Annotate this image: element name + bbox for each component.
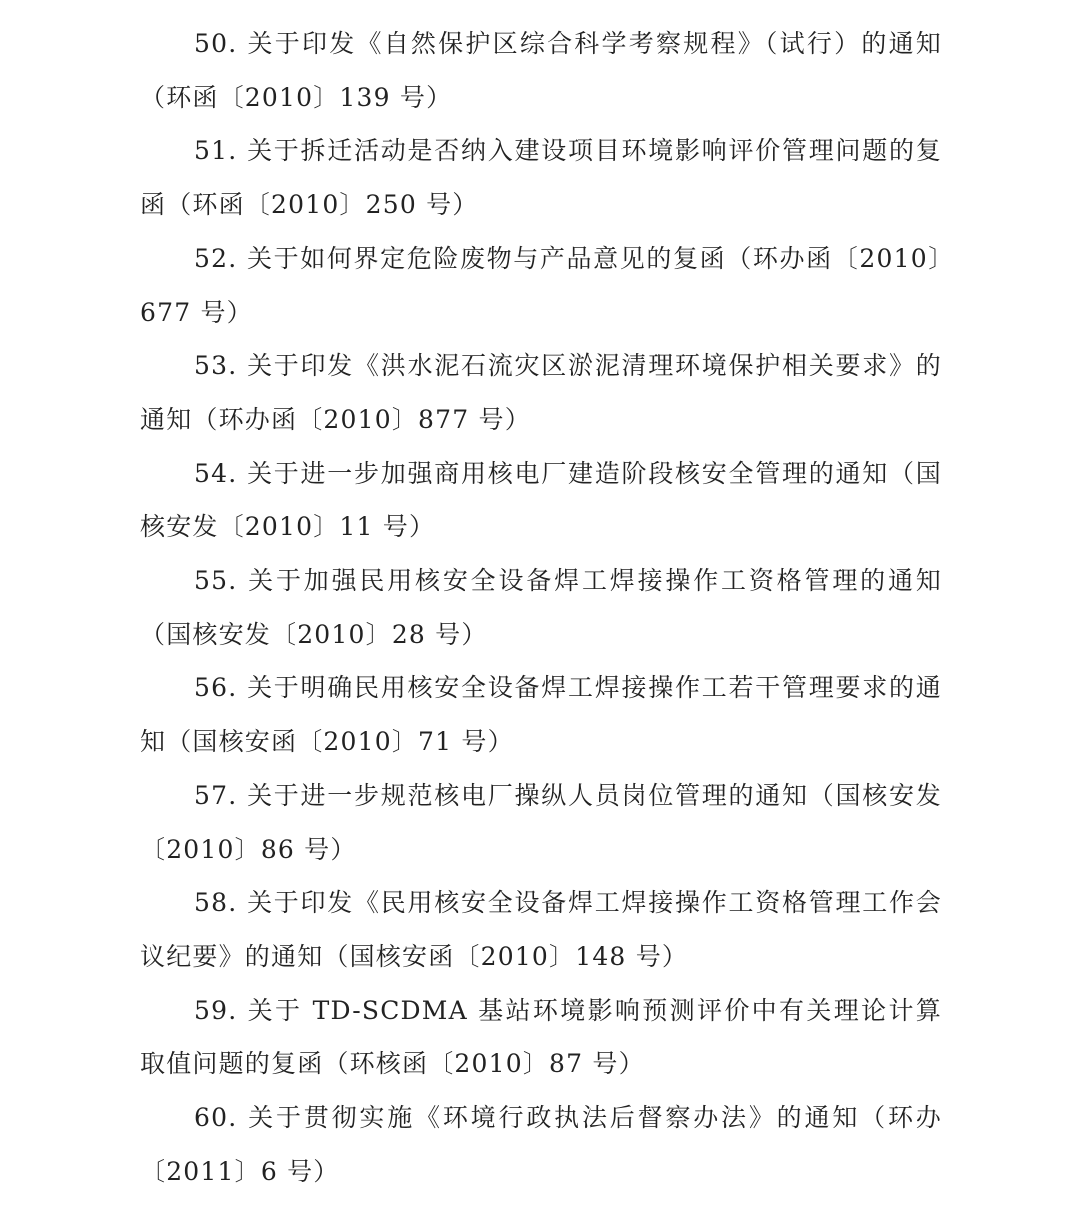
- item-text: 关于印发《民用核安全设备焊工焊接操作工资格管理工作会议纪要》的通知（国核安函〔2010〕148 号）: [140, 888, 942, 971]
- list-item: [140, 339, 942, 446]
- item-number: 58.: [194, 888, 238, 918]
- list-item: [140, 984, 942, 1091]
- item-text: 关于进一步规范核电厂操纵人员岗位管理的通知（国核安发〔2010〕86 号）: [140, 780, 942, 864]
- item-number: 56.: [194, 673, 238, 703]
- item-number: 55.: [194, 566, 238, 596]
- list-item: [140, 232, 942, 339]
- item-text: 关于明确民用核安全设备焊工焊接操作工若干管理要求的通知（国核安函〔2010〕71 号）: [140, 673, 942, 757]
- list-item: [140, 1091, 942, 1198]
- list-item: [140, 876, 942, 983]
- item-text: 关于印发《洪水泥石流灾区淤泥清理环境保护相关要求》的通知（环办函〔2010〕877 号）: [140, 351, 942, 434]
- list-item: [140, 661, 942, 768]
- item-text: 关于加强民用核安全设备焊工焊接操作工资格管理的通知（国核安发〔2010〕28 号）: [140, 566, 942, 649]
- list-item: [140, 447, 942, 554]
- list-item: [140, 554, 942, 661]
- item-number: 50.: [194, 29, 238, 58]
- item-number: 59.: [194, 995, 238, 1025]
- item-text: 关于 TD-SCDMA 基站环境影响预测评价中有关理论计算取值问题的复函（环核函〔2010〕87 号）: [140, 995, 942, 1079]
- item-number: 57.: [194, 780, 238, 810]
- document-page: [140, 17, 942, 1198]
- list-item: [140, 17, 942, 124]
- item-text: 关于拆迁活动是否纳入建设项目环境影响评价管理问题的复函（环函〔2010〕250 号）: [140, 136, 942, 220]
- item-number: 52.: [194, 243, 238, 273]
- item-number: 54.: [194, 458, 238, 488]
- item-text: 关于进一步加强商用核电厂建造阶段核安全管理的通知（国核安发〔2010〕11 号）: [140, 458, 942, 542]
- list-item: [140, 124, 942, 231]
- item-text: 关于印发《自然保护区综合科学考察规程》（试行）的通知（环函〔2010〕139 号）: [140, 29, 943, 112]
- item-text: 关于如何界定危险废物与产品意见的复函（环办函〔2010〕677 号）: [140, 243, 942, 327]
- list-item: [140, 769, 942, 876]
- item-text: 关于贯彻实施《环境行政执法后督察办法》的通知（环办〔2011〕6 号）: [140, 1103, 942, 1186]
- item-number: 53.: [194, 351, 238, 381]
- item-number: 51.: [194, 136, 238, 166]
- item-number: 60.: [194, 1103, 238, 1133]
